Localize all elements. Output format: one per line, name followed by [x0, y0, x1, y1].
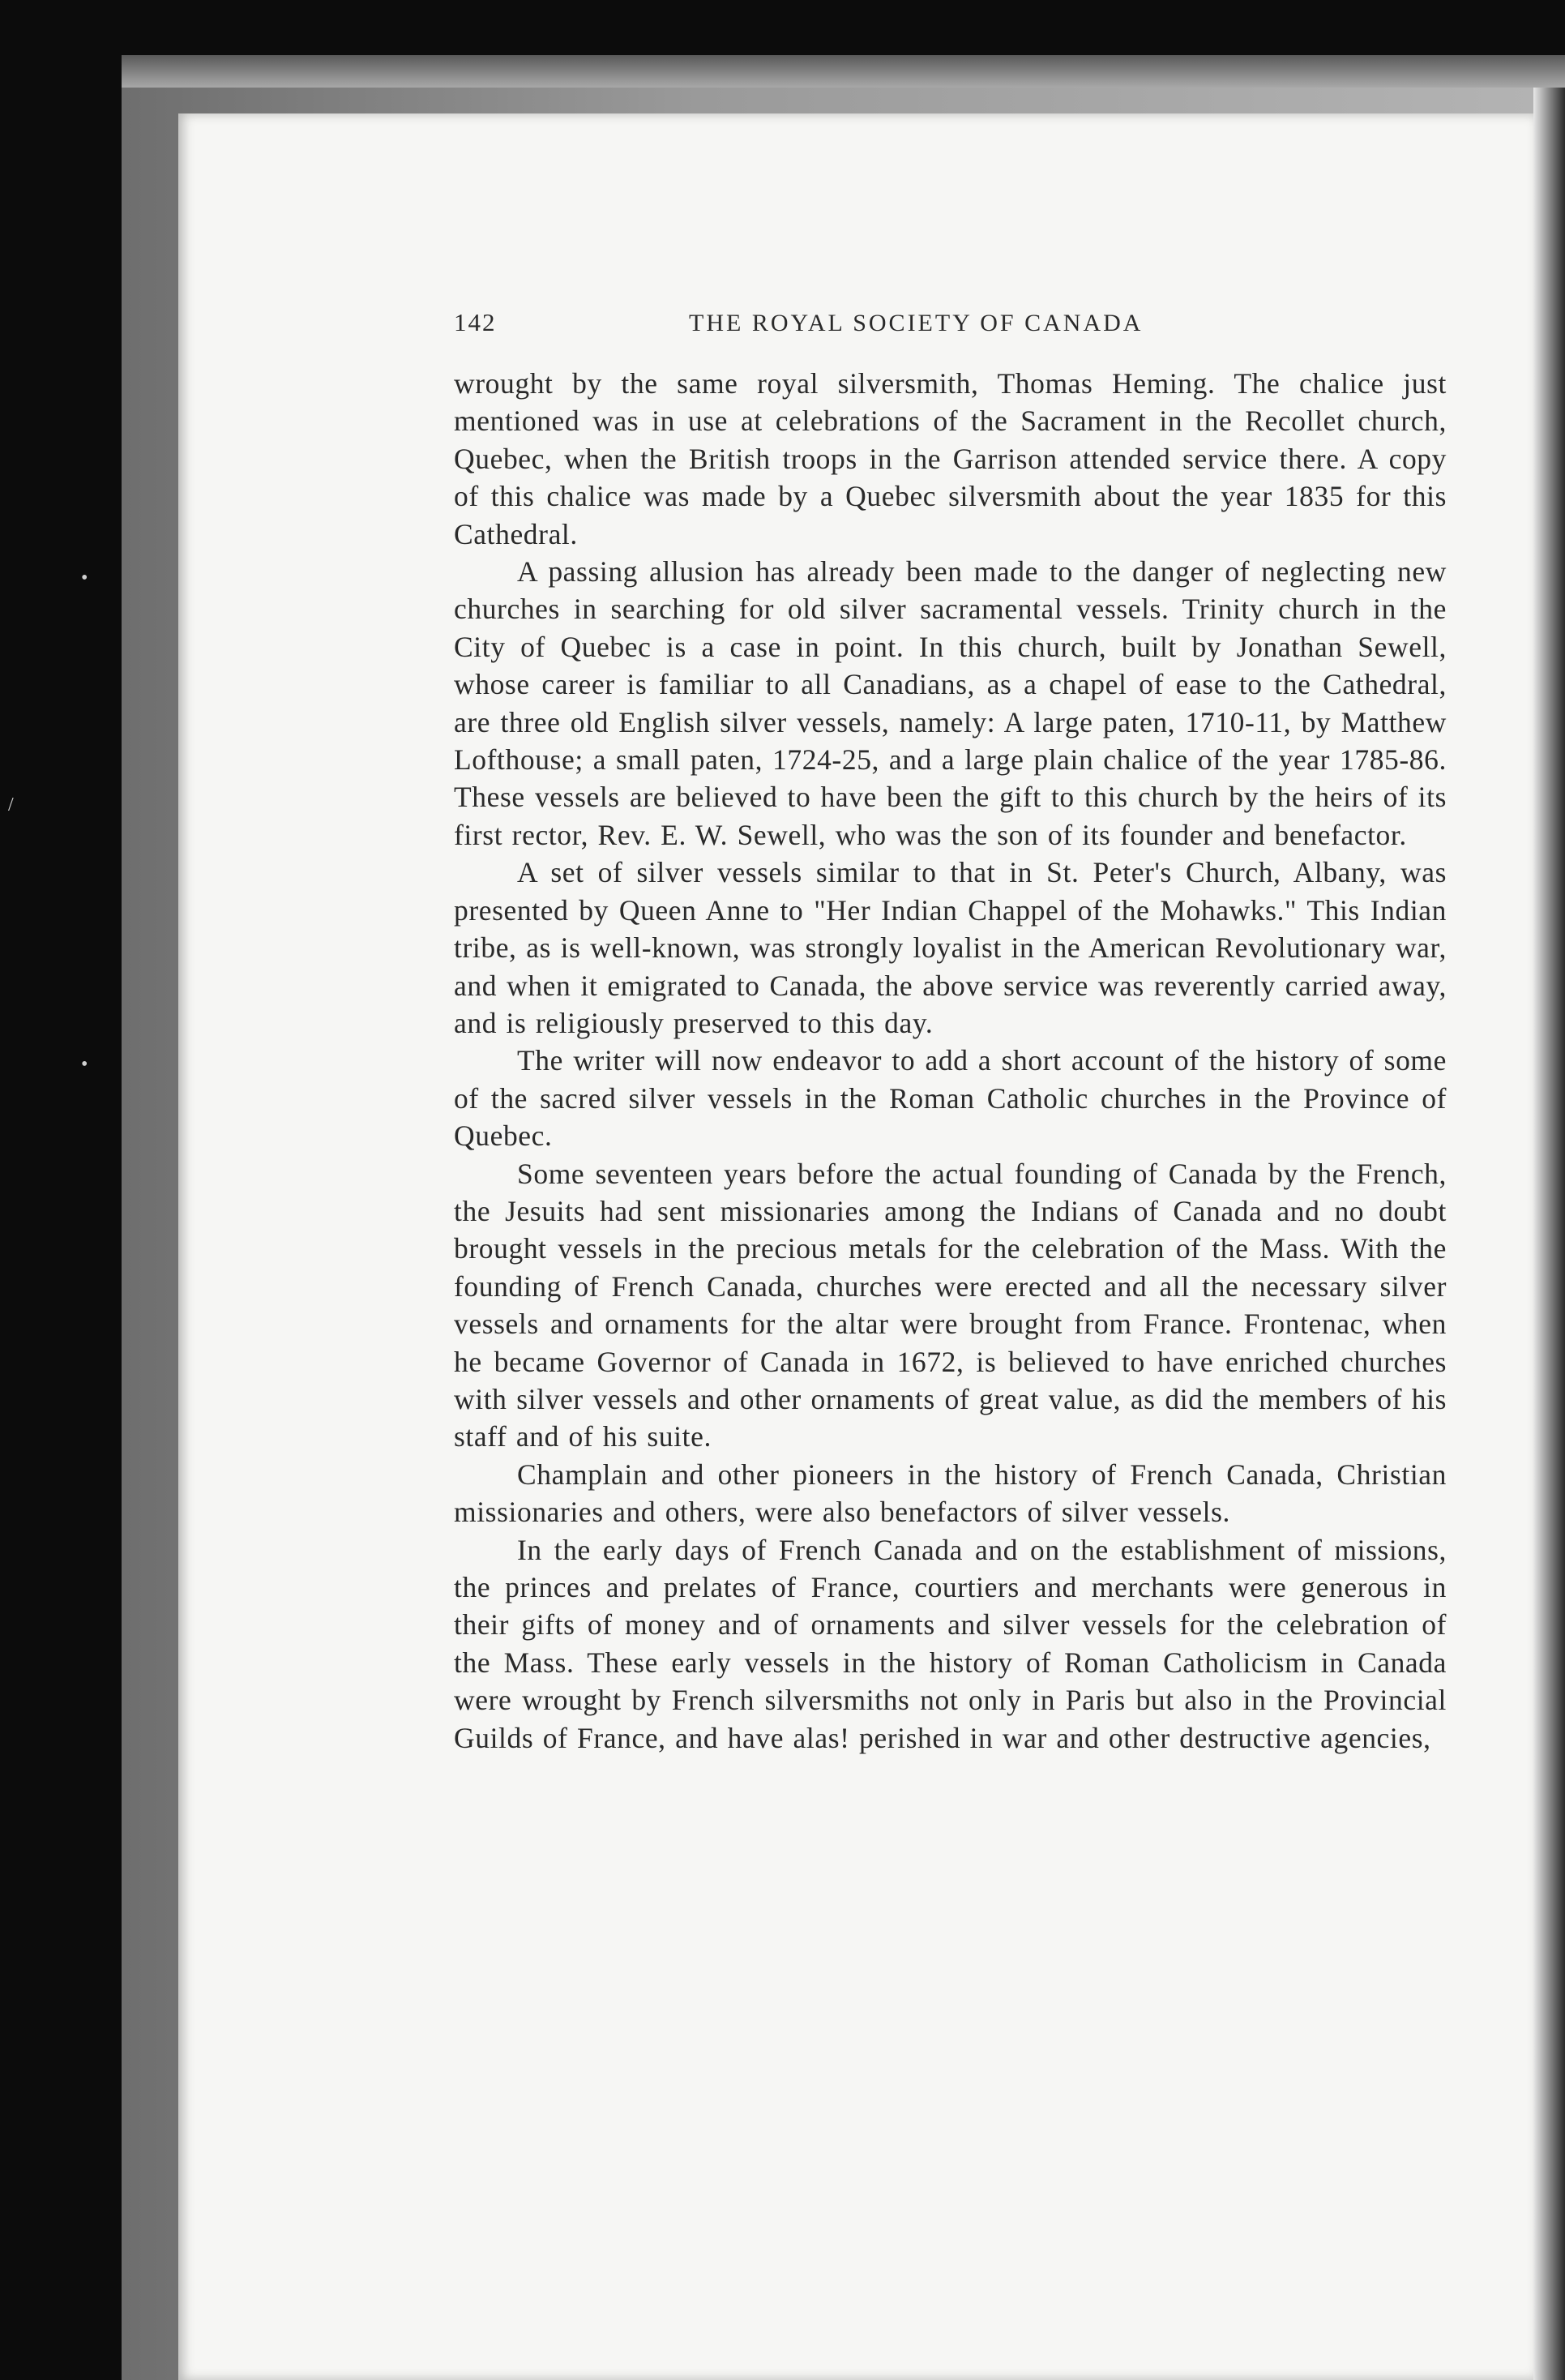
- paragraph-mohawk-silver: A set of silver vessels similar to that in St. Peter's Church, Albany, was presented by Queen Anne to "Her Indian Chappel of the Mohawks." This Indian tribe, as is well-known, was strongly loyalist in the American Revolutionary war, and when it emigrated to Canada, the above service was reverently carried away, and is religiously preserved to this day.: [454, 856, 1447, 1039]
- paragraph-trinity-church: A passing allusion has already been made to the danger of neglecting new churches in searching for old silver sacramental vessels. Trinity church in the City of Quebec is a case in point. In this church, built by Jonathan Sewell, whose career is familiar to all Canadians, as a chapel of ease to the Cathedral, are three old English silver vessels, namely: A large paten, 1710-11, by Matthew Lofthouse; a small paten, 1724-25, and a large plain chalice of the year 1785-86. These vessels are believed to have been the gift to this church by the heirs of its first rector, Rev. E. W. Sewell, who was the son of its founder and benefactor.: [454, 555, 1447, 851]
- page-text-block: [454, 308, 1447, 1757]
- paragraph-early-days: In the early days of French Canada and on the establishment of missions, the princes and prelates of France, courtiers and merchants were generous in their gifts of money and of ornaments and silver vessels for the celebration of the Mass. These early vessels in the history of Roman Catholicism in Canada were wrought by French silversmiths not only in Paris but also in the Provincial Guilds of France, and have alas! perished in war and other destructive agencies,: [454, 1533, 1447, 1754]
- paragraph-champlain: Champlain and other pioneers in the history of French Canada, Christian missionaries and others, were also benefactors of silver vessels.: [454, 1458, 1447, 1529]
- margin-speck: •: [81, 1054, 88, 1075]
- margin-speck: •: [81, 567, 88, 589]
- page-top-shadow: [122, 55, 1565, 88]
- binding-edge: [1533, 88, 1565, 2380]
- paragraph-continued: wrought by the same royal silversmith, Thomas Heming. The chalice just mentioned was in use at celebrations of the Sacrament in the Recollet church, Quebec, when the British troops in the Garrison attended service there. A copy of this chalice was made by a Quebec silversmith about the year 1835 for this Cathedral.: [454, 367, 1447, 550]
- running-head: [454, 308, 1447, 365]
- margin-speck: /: [8, 794, 14, 815]
- paragraph-jesuits: Some seventeen years before the actual founding of Canada by the French, the Jesuits had sent missionaries among the Indians of Canada and no doubt brought vessels in the precious metals for the celebration of the Mass. With the founding of French Canada, churches were erected and all the necessary silver vessels and ornaments for the altar were brought from France. Frontenac, when he became Governor of Canada in 1672, is believed to have enriched churches with silver vessels and other ornaments of great value, as did the members of his staff and of his suite.: [454, 1157, 1447, 1453]
- paragraph-writer-intro: The writer will now endeavor to add a short account of the history of some of the sacred silver vessels in the Roman Catholic churches in the Province of Quebec.: [454, 1044, 1447, 1153]
- body-text: [454, 365, 1447, 1757]
- page-number: 142: [454, 308, 497, 336]
- running-head-title: THE ROYAL SOCIETY OF CANADA: [689, 310, 1144, 336]
